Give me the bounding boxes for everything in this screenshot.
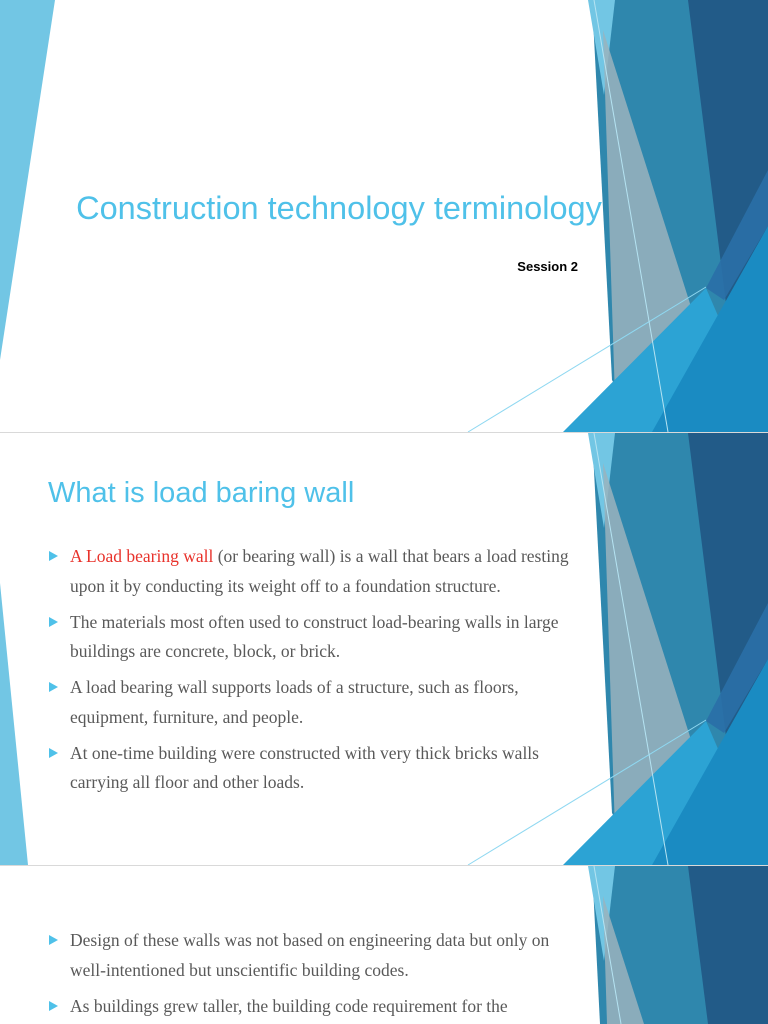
decor-left-triangle — [0, 0, 55, 360]
bullet-line: At one-time building were constructed with very thick bricks walls — [70, 742, 539, 763]
bullet-line: Design of these walls was not based on engineering data but only on — [70, 930, 550, 950]
bullet-line: buildings are concrete, block, or brick. — [70, 641, 341, 661]
highlighted-term: A Load bearing wall — [70, 546, 214, 566]
bullet-arrow-icon — [49, 748, 58, 758]
presentation-title: Construction technology terminology — [76, 190, 602, 226]
bullet-list — [0, 542, 600, 798]
bullet-item — [0, 926, 600, 985]
bullet-item — [0, 673, 600, 732]
session-subtitle: Session 2 — [517, 259, 578, 274]
bullet-line: As buildings grew taller, the building code requirement for the — [70, 995, 508, 1016]
bullet-text: (or bearing wall) is a wall that bears a load resting — [213, 546, 569, 566]
slide-heading: What is load baring wall — [48, 477, 355, 509]
bullet-list — [0, 926, 600, 1021]
bullet-arrow-icon — [49, 551, 58, 561]
bullet-arrow-icon — [49, 682, 58, 692]
bullet-line: A load bearing wall supports loads of a structure, such as floors, — [70, 677, 519, 697]
bullet-line: upon it by conducting its weight off to a foundation structure. — [70, 575, 501, 596]
slide-wall-design — [0, 866, 768, 1024]
bullet-line: equipment, furniture, and people. — [70, 706, 304, 727]
slide-load-bearing-wall — [0, 433, 768, 865]
bullet-item — [0, 542, 600, 601]
bullet-line — [70, 542, 600, 572]
slide-title-page — [0, 0, 768, 432]
bullet-line: carrying all floor and other loads. — [70, 772, 305, 792]
bullet-arrow-icon — [49, 1001, 58, 1011]
bullet-arrow-icon — [49, 935, 58, 945]
bullet-arrow-icon — [49, 617, 58, 627]
bullet-line: well-intentioned but unscientific building codes. — [70, 959, 409, 980]
bullet-item — [0, 608, 600, 667]
bullet-line: The materials most often used to construct load-bearing walls in large — [70, 611, 559, 632]
bullet-item — [0, 739, 600, 798]
bullet-item — [0, 992, 600, 1022]
